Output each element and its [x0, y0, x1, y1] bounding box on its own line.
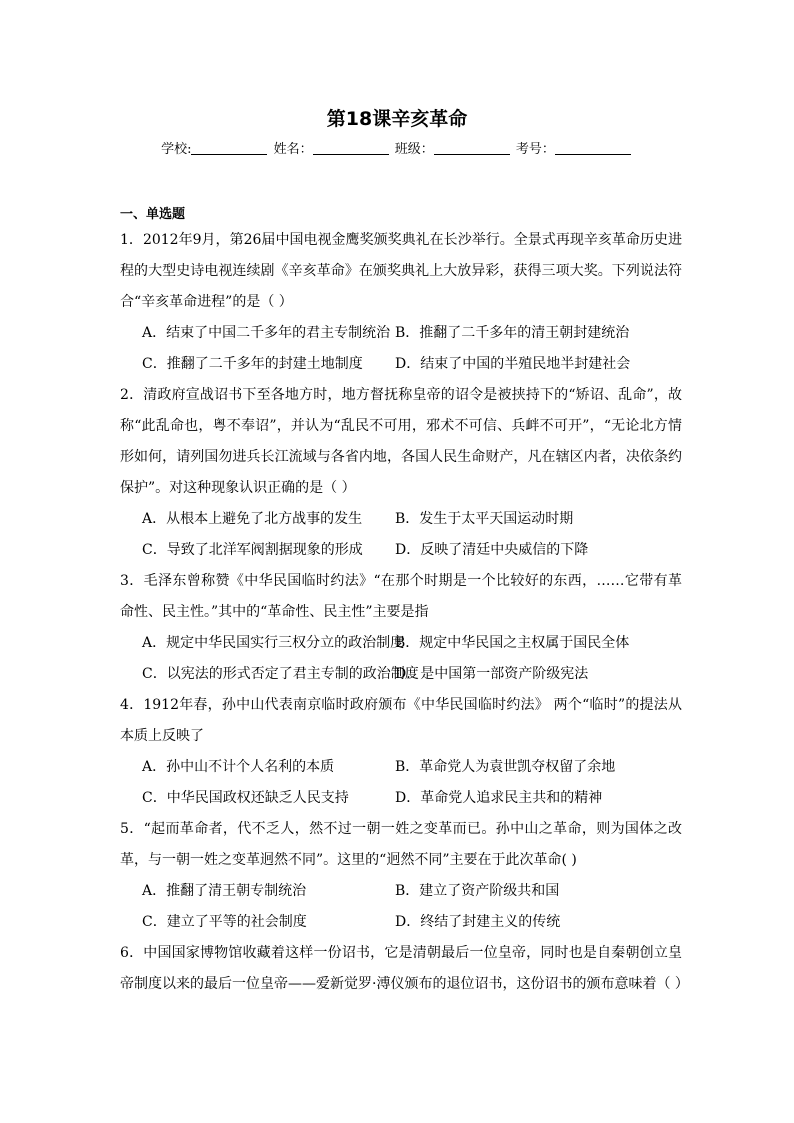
name-blank[interactable]	[313, 142, 389, 155]
question-stem: 3．毛泽东曾称赞《中华民国临时约法》“在那个时期是一个比较好的东西，……它带有革命性、民主性。”其中的“革命性、民主性”主要是指	[120, 573, 682, 620]
name-label: 姓名：	[273, 142, 313, 157]
option-list	[120, 752, 682, 814]
question	[120, 566, 682, 690]
question-stem: 5．“起而革命者，代不乏人，然不过一朝一姓之变革而已。孙中山之革命，则为国体之改革，与一朝一姓之变革迥然不同”。这里的“迥然不同”主要在于此次革命( )	[120, 821, 682, 868]
class-label: 班级：	[394, 142, 434, 157]
option-a[interactable]: A．规定中华民国实行三权分立的政治制度	[142, 635, 405, 651]
option-d[interactable]: D．是中国第一部资产阶级宪法	[395, 666, 589, 682]
question-stem: 2．清政府宣战诏书下至各地方时，地方督抚称皇帝的诏令是被挟持下的“矫诏、乱命”，故称“此乱命也，粤不奉诏”，并认为“乱民不可用，邪术不可信、兵衅不可开”，“无论北方情形如何，请列国勿进兵长江流域与各省内地，各国人民生命财产，凡在辖区内者，决依条约保护”。对这种现象认识正确的是（ ）	[120, 387, 682, 496]
question-stem: 4．1912年春，孙中山代表南京临时政府颁布《中华民国临时约法》 两个“临时”的提法从本质上反映了	[120, 697, 682, 744]
school-blank[interactable]	[191, 142, 267, 155]
section-heading: 一、单选题	[120, 207, 186, 222]
option-b[interactable]: B．规定中华民国之主权属于国民全体	[395, 635, 630, 651]
question	[120, 225, 682, 380]
option-c[interactable]: C．中华民国政权还缺乏人民支持	[142, 790, 349, 806]
option-list	[120, 318, 682, 380]
page-title: 第18课辛亥革命	[326, 108, 468, 130]
option-list	[120, 504, 682, 566]
option-b[interactable]: B．推翻了二千多年的清王朝封建统治	[395, 325, 630, 341]
number-blank[interactable]	[555, 142, 631, 155]
option-a[interactable]: A．从根本上避免了北方战事的发生	[142, 511, 363, 527]
option-a[interactable]: A．推翻了清王朝专制统治	[142, 883, 307, 899]
option-b[interactable]: B．发生于太平天国运动时期	[395, 511, 574, 527]
school-label: 学校:	[161, 142, 192, 157]
option-d[interactable]: D．反映了清廷中央威信的下降	[395, 542, 589, 558]
question	[120, 814, 682, 938]
option-d[interactable]: D．结束了中国的半殖民地半封建社会	[395, 356, 631, 372]
question-stem: 1．2012年9月，第26届中国电视金鹰奖颁奖典礼在长沙举行。全景式再现辛亥革命历史进程的大型史诗电视连续剧《辛亥革命》在颁奖典礼上大放异彩，获得三项大奖。下列说法符合“辛亥革命进程”的是（ ）	[120, 232, 682, 310]
option-c[interactable]: C．建立了平等的社会制度	[142, 914, 307, 930]
number-label: 考号：	[515, 142, 555, 157]
option-c[interactable]: C．导致了北洋军阀割据现象的形成	[142, 542, 363, 558]
option-c[interactable]: C．以宪法的形式否定了君主专制的政治制度	[142, 666, 419, 682]
question-stem: 6．中国国家博物馆收藏着这样一份诏书，它是清朝最后一位皇帝，同时也是自秦朝创立皇帝制度以来的最后一位皇帝——爱新觉罗·溥仪颁布的退位诏书，这份诏书的颁布意味着（ ）	[120, 945, 689, 992]
option-d[interactable]: D．终结了封建主义的传统	[395, 914, 561, 930]
question	[120, 690, 682, 814]
option-b[interactable]: B．建立了资产阶级共和国	[395, 883, 560, 899]
question-list	[120, 225, 689, 1000]
question	[120, 938, 689, 1000]
option-b[interactable]: B．革命党人为袁世凯夺权留了余地	[395, 759, 616, 775]
student-info-line	[0, 138, 794, 157]
option-a[interactable]: A．结束了中国二千多年的君主专制统治	[142, 325, 391, 341]
class-blank[interactable]	[434, 142, 510, 155]
option-d[interactable]: D．革命党人追求民主共和的精神	[395, 790, 603, 806]
option-c[interactable]: C．推翻了二千多年的封建土地制度	[142, 356, 363, 372]
option-list	[120, 628, 682, 690]
option-a[interactable]: A．孙中山不计个人名利的本质	[142, 759, 335, 775]
question	[120, 380, 682, 566]
option-list	[120, 876, 682, 938]
